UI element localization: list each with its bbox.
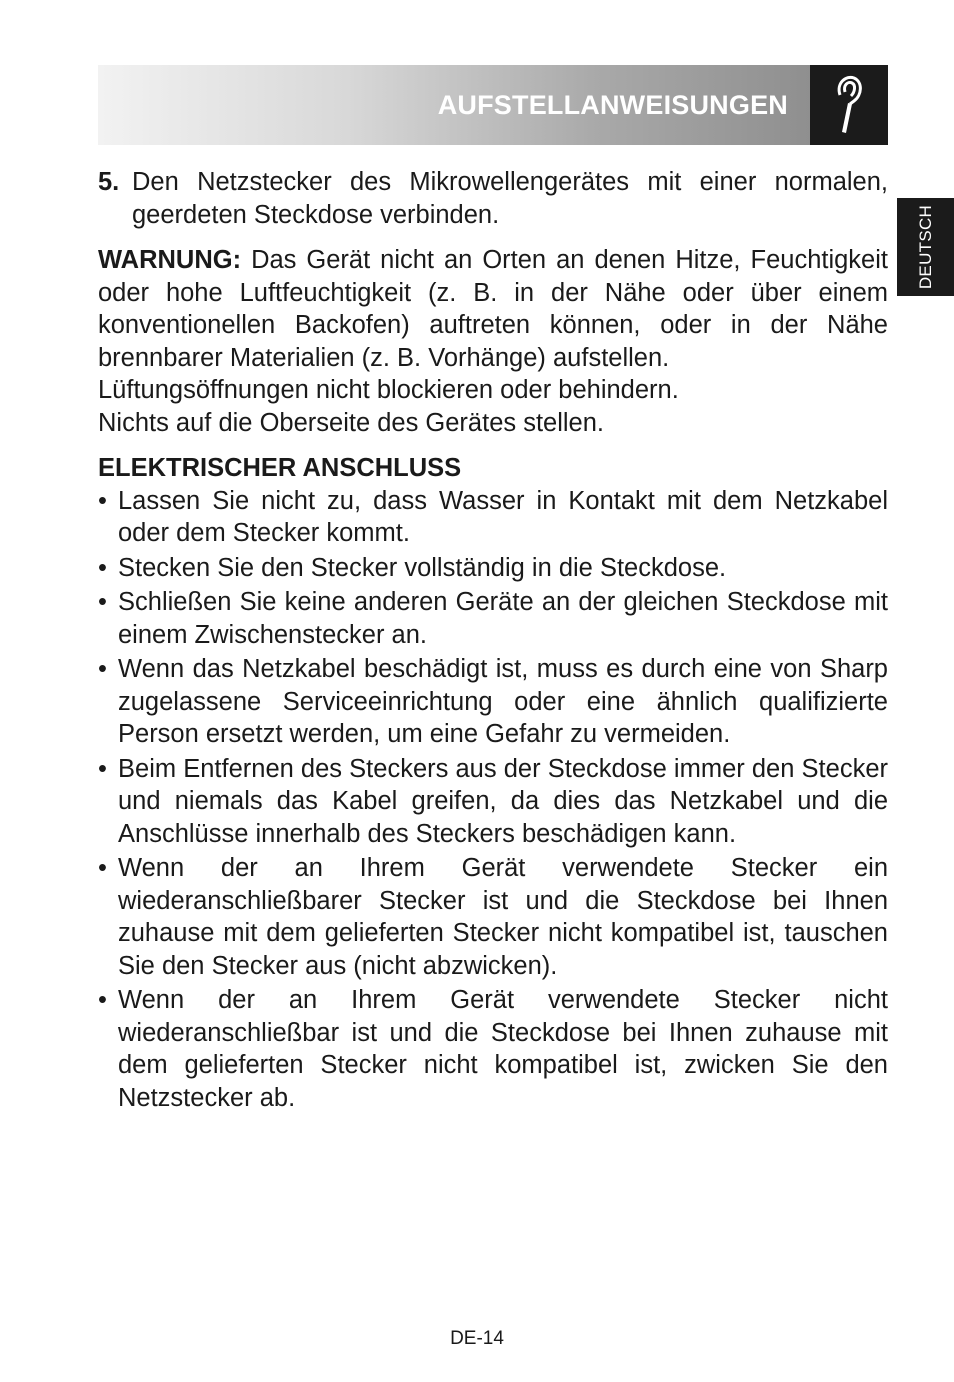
- bullet-icon: •: [98, 486, 107, 515]
- header-band: [98, 65, 810, 145]
- main-content: [98, 166, 888, 1116]
- warning-label: WARNUNG:: [98, 246, 242, 274]
- bullet-icon: •: [98, 655, 107, 683]
- list-item: • Wenn der an Ihrem Gerät verwendete Stecker ein wiederanschließbarer Stecker ist und die Steckdose bei Ihnen zuhause mit dem gelieferten Stecker nicht kompatibel ist, tauschen Sie den Stecker aus (nicht abzwicken).: [98, 854, 888, 980]
- step-5: [98, 166, 888, 231]
- page-title: AUFSTELLANWEISUNGEN: [437, 90, 788, 120]
- top-surface-note: Nichts auf die Oberseite des Gerätes stellen.: [98, 408, 605, 437]
- step-number: 5.: [98, 168, 120, 196]
- list-item: • Wenn der an Ihrem Gerät verwendete Stecker nicht wiederanschließbar ist und die Steckdose bei Ihnen zuhause mit dem gelieferten Stecker nicht kompatibel ist, zwicken Sie den Netzstecker ab.: [98, 986, 888, 1112]
- language-tab-label: DEUTSCH: [915, 204, 935, 290]
- info-pointer-icon: [832, 73, 866, 137]
- list-item: • Schließen Sie keine anderen Geräte an der gleichen Steckdose mit einem Zwischenstecker an.: [98, 588, 888, 649]
- bullet-icon: •: [98, 986, 107, 1014]
- bullet-icon: •: [98, 588, 107, 616]
- section-heading: ELEKTRISCHER ANSCHLUSS: [98, 454, 462, 482]
- bullet-icon: •: [98, 854, 107, 882]
- bullet-icon: •: [98, 553, 107, 582]
- ventilation-note: Lüftungsöffnungen nicht blockieren oder behindern.: [98, 376, 679, 404]
- list-item: • Lassen Sie nicht zu, dass Wasser in Kontakt mit dem Netzkabel oder dem Stecker kommt.: [98, 486, 888, 547]
- header-icon-box: [810, 65, 888, 145]
- list-item: • Beim Entfernen des Steckers aus der Steckdose immer den Stecker und niemals das Kabel greifen, da dies das Netzkabel und die Anschlüsse innerhalb des Steckers beschädigen kann.: [98, 754, 888, 848]
- bullet-icon: •: [98, 754, 107, 783]
- list-item: • Wenn das Netzkabel beschädigt ist, muss es durch eine von Sharp zugelassene Serviceeinrichtung oder eine ähnlich qualifizierte Person ersetzt werden, um eine Gefahr zu vermeiden.: [98, 655, 888, 748]
- warning-text: Das Gerät nicht an Orten an denen Hitze, Feuchtigkeit oder hohe Luftfeuchtigkeit (z. B. in der Nähe oder über einem konventionellen Backofen) auftreten können, oder in der Nähe brennbarer Materialien (z. B. Vorhänge) aufstellen.: [98, 246, 888, 372]
- page-number: DE-14: [450, 1328, 504, 1349]
- language-tab: [897, 198, 954, 296]
- warning-paragraph: [98, 244, 888, 439]
- list-item: • Stecken Sie den Stecker vollständig in die Steckdose.: [98, 552, 888, 585]
- electrical-connection-list: [98, 485, 888, 1115]
- step-text: Den Netzstecker des Mikrowellengerätes mit einer normalen, geerdeten Steckdose verbinden.: [132, 168, 888, 229]
